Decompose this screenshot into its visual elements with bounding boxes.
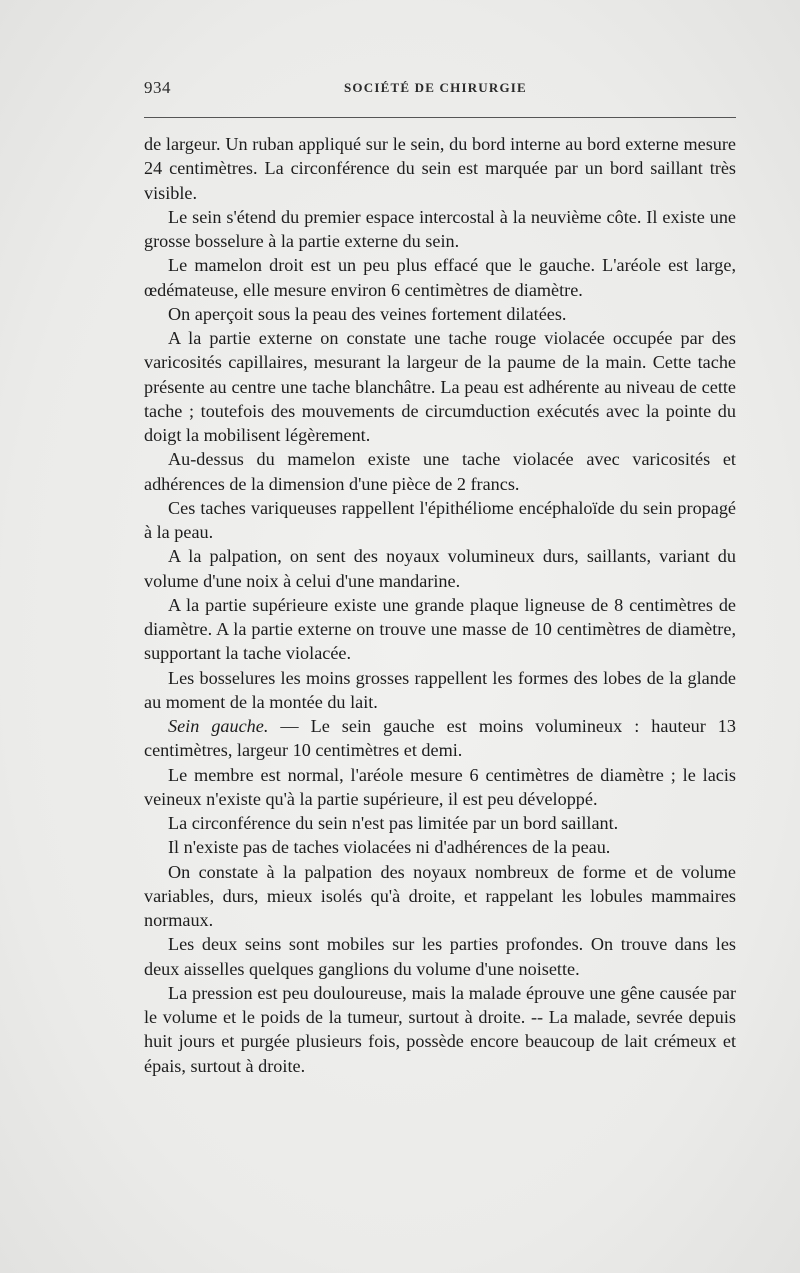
paragraph: La pression est peu douloureuse, mais la malade éprouve une gêne causée par le volume et le poids de la tumeur, surtout à droite. -- La malade, sevrée depuis huit jours et purgée plusieurs fois, possède encore beaucoup de lait crémeux et épais, surtout à droite. [144, 982, 736, 1076]
paragraph: Le sein s'étend du premier espace intercostal à la neuvième côte. Il existe une grosse bosselure à la partie externe du sein. [144, 206, 736, 251]
paragraph: Il n'existe pas de taches violacées ni d'adhérences de la peau. [168, 837, 611, 858]
paragraph: On constate à la palpation des noyaux nombreux de forme et de volume variables, durs, mieux isolés qu'à droite, et rappelant les lobules mammaires normaux. [144, 861, 736, 930]
running-title: SOCIÉTÉ DE CHIRURGIE [344, 80, 527, 95]
paragraph: Les deux seins sont mobiles sur les parties profondes. On trouve dans les deux aisselles quelques ganglions du volume d'une noisette. [144, 934, 736, 979]
header-rule [144, 117, 736, 118]
paragraph: A la partie supérieure existe une grande plaque ligneuse de 8 centimètres de diamètre. A la partie externe on trouve une masse de 10 centimètres de diamètre, supportant la tache violacée. [144, 594, 736, 664]
paragraph: de largeur. Un ruban appliqué sur le sein, du bord interne au bord externe mesure 24 centimètres. La circonférence du sein est marquée par un bord saillant très visible. [144, 134, 736, 203]
paragraph: Le membre est normal, l'aréole mesure 6 centimètres de diamètre ; le lacis veineux n'existe qu'à la partie supérieure, il est peu développé. [144, 764, 736, 809]
paragraph: Le mamelon droit est un peu plus effacé que le gauche. L'aréole est large, œdémateuse, elle mesure environ 6 centimètres de diamètre. [144, 255, 736, 300]
page-number: 934 [144, 78, 171, 97]
paragraph: A la palpation, on sent des noyaux volumineux durs, saillants, variant du volume d'une noix à celui d'une mandarine. [144, 546, 736, 591]
paragraph: La circonférence du sein n'est pas limitée par un bord saillant. [168, 813, 619, 833]
paragraph: Les bosselures les moins grosses rappellent les formes des lobes de la glande au moment de la montée du lait. [144, 667, 736, 712]
section-label: Sein gauche. [168, 716, 269, 736]
paragraph: A la partie externe on constate une tache rouge violacée occupée par des varicosités capillaires, mesurant la largeur de la paume de la main. Cette tache présente au centre une tache blanchâtre. La peau est adhérente au niveau de cette tache ; toutefois des mouvements de circumduction exécutés avec la pointe du doigt la mobilisent légèrement. [144, 328, 736, 445]
paragraph: On aperçoit sous la peau des veines fortement dilatées. [168, 303, 567, 324]
paragraph: Ces taches variqueuses rappellent l'épithéliome encéphaloïde du sein propagé à la peau. [144, 497, 736, 542]
paragraph: Sein gauche. — Le sein gauche est moins volumineux : hauteur 13 centimètres, largeur 10 centimètres et demi. [144, 716, 736, 761]
paragraph: Au-dessus du mamelon existe une tache violacée avec varicosités et adhérences de la dimension d'une pièce de 2 francs. [144, 449, 736, 494]
page-header [144, 78, 736, 102]
body-text [144, 132, 736, 1078]
